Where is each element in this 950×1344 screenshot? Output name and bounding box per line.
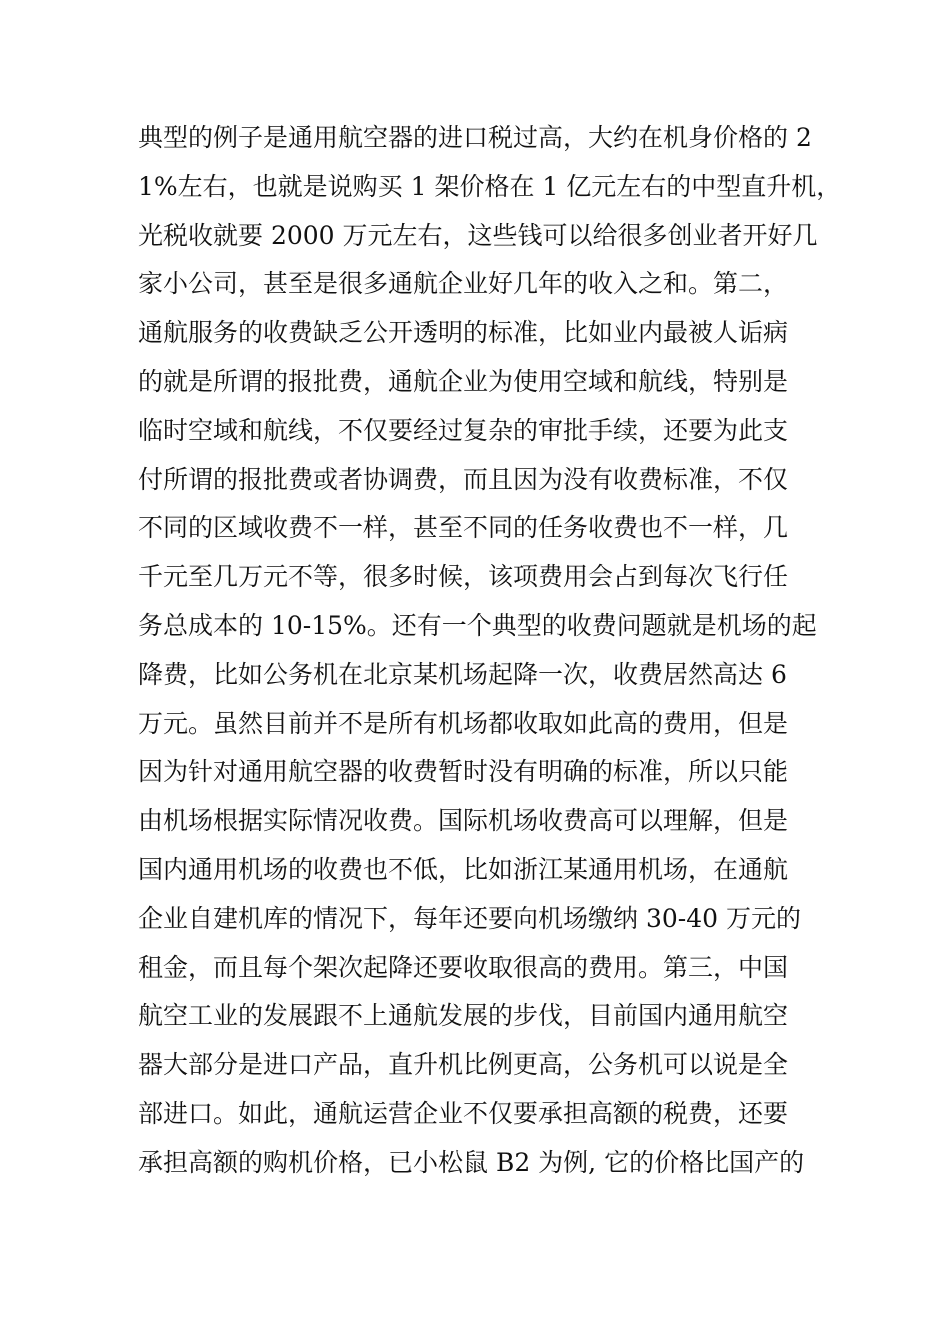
- text-line: 不同的区域收费不一样，甚至不同的任务收费也不一样，几: [138, 513, 789, 543]
- text-line: 租金，而且每个架次起降还要收取很高的费用。第三，中国: [138, 952, 789, 982]
- text-line: 万元。虽然目前并不是所有机场都收取如此高的费用，但是: [138, 708, 789, 738]
- text-line: 器大部分是进口产品，直升机比例更高，公务机可以说是全: [138, 1050, 789, 1080]
- text-line: 务总成本的 10-15%。还有一个典型的收费问题就是机场的起: [138, 610, 817, 640]
- body-paragraph: [138, 114, 842, 1188]
- text-line: 航空工业的发展跟不上通航发展的步伐，目前国内通用航空: [138, 1001, 789, 1031]
- text-line: 企业自建机库的情况下，每年还要向机场缴纳 30-40 万元的: [138, 903, 801, 933]
- text-line: 因为针对通用航空器的收费暂时没有明确的标准，所以只能: [138, 757, 789, 787]
- text-line: 的就是所谓的报批费，通航企业为使用空域和航线，特别是: [138, 366, 789, 396]
- text-line: 临时空域和航线，不仅要经过复杂的审批手续，还要为此支: [138, 415, 789, 445]
- text-line: 家小公司，甚至是很多通航企业好几年的收入之和。第二，: [138, 269, 789, 299]
- text-line: 付所谓的报批费或者协调费，而且因为没有收费标准，不仅: [138, 464, 789, 494]
- text-line: 降费，比如公务机在北京某机场起降一次，收费居然高达 6: [138, 659, 787, 689]
- text-line: 国内通用机场的收费也不低，比如浙江某通用机场，在通航: [138, 854, 789, 884]
- text-line: 光税收就要 2000 万元左右，这些钱可以给很多创业者开好几: [138, 220, 818, 250]
- text-line: 千元至几万元不等，很多时候，该项费用会占到每次飞行任: [138, 562, 789, 592]
- text-line: 1%左右，也就是说购买 1 架价格在 1 亿元左右的中型直升机，: [138, 171, 842, 201]
- text-line: 部进口。如此，通航运营企业不仅要承担高额的税费，还要: [138, 1098, 789, 1128]
- text-line: 典型的例子是通用航空器的进口税过高，大约在机身价格的 2: [138, 123, 812, 152]
- text-line: 承担高额的购机价格，已小松鼠 B2 为例, 它的价格比国产的: [138, 1147, 805, 1177]
- text-line: 由机场根据实际情况收费。国际机场收费高可以理解，但是: [138, 806, 789, 836]
- text-line: 通航服务的收费缺乏公开透明的标准，比如业内最被人诟病: [138, 318, 789, 348]
